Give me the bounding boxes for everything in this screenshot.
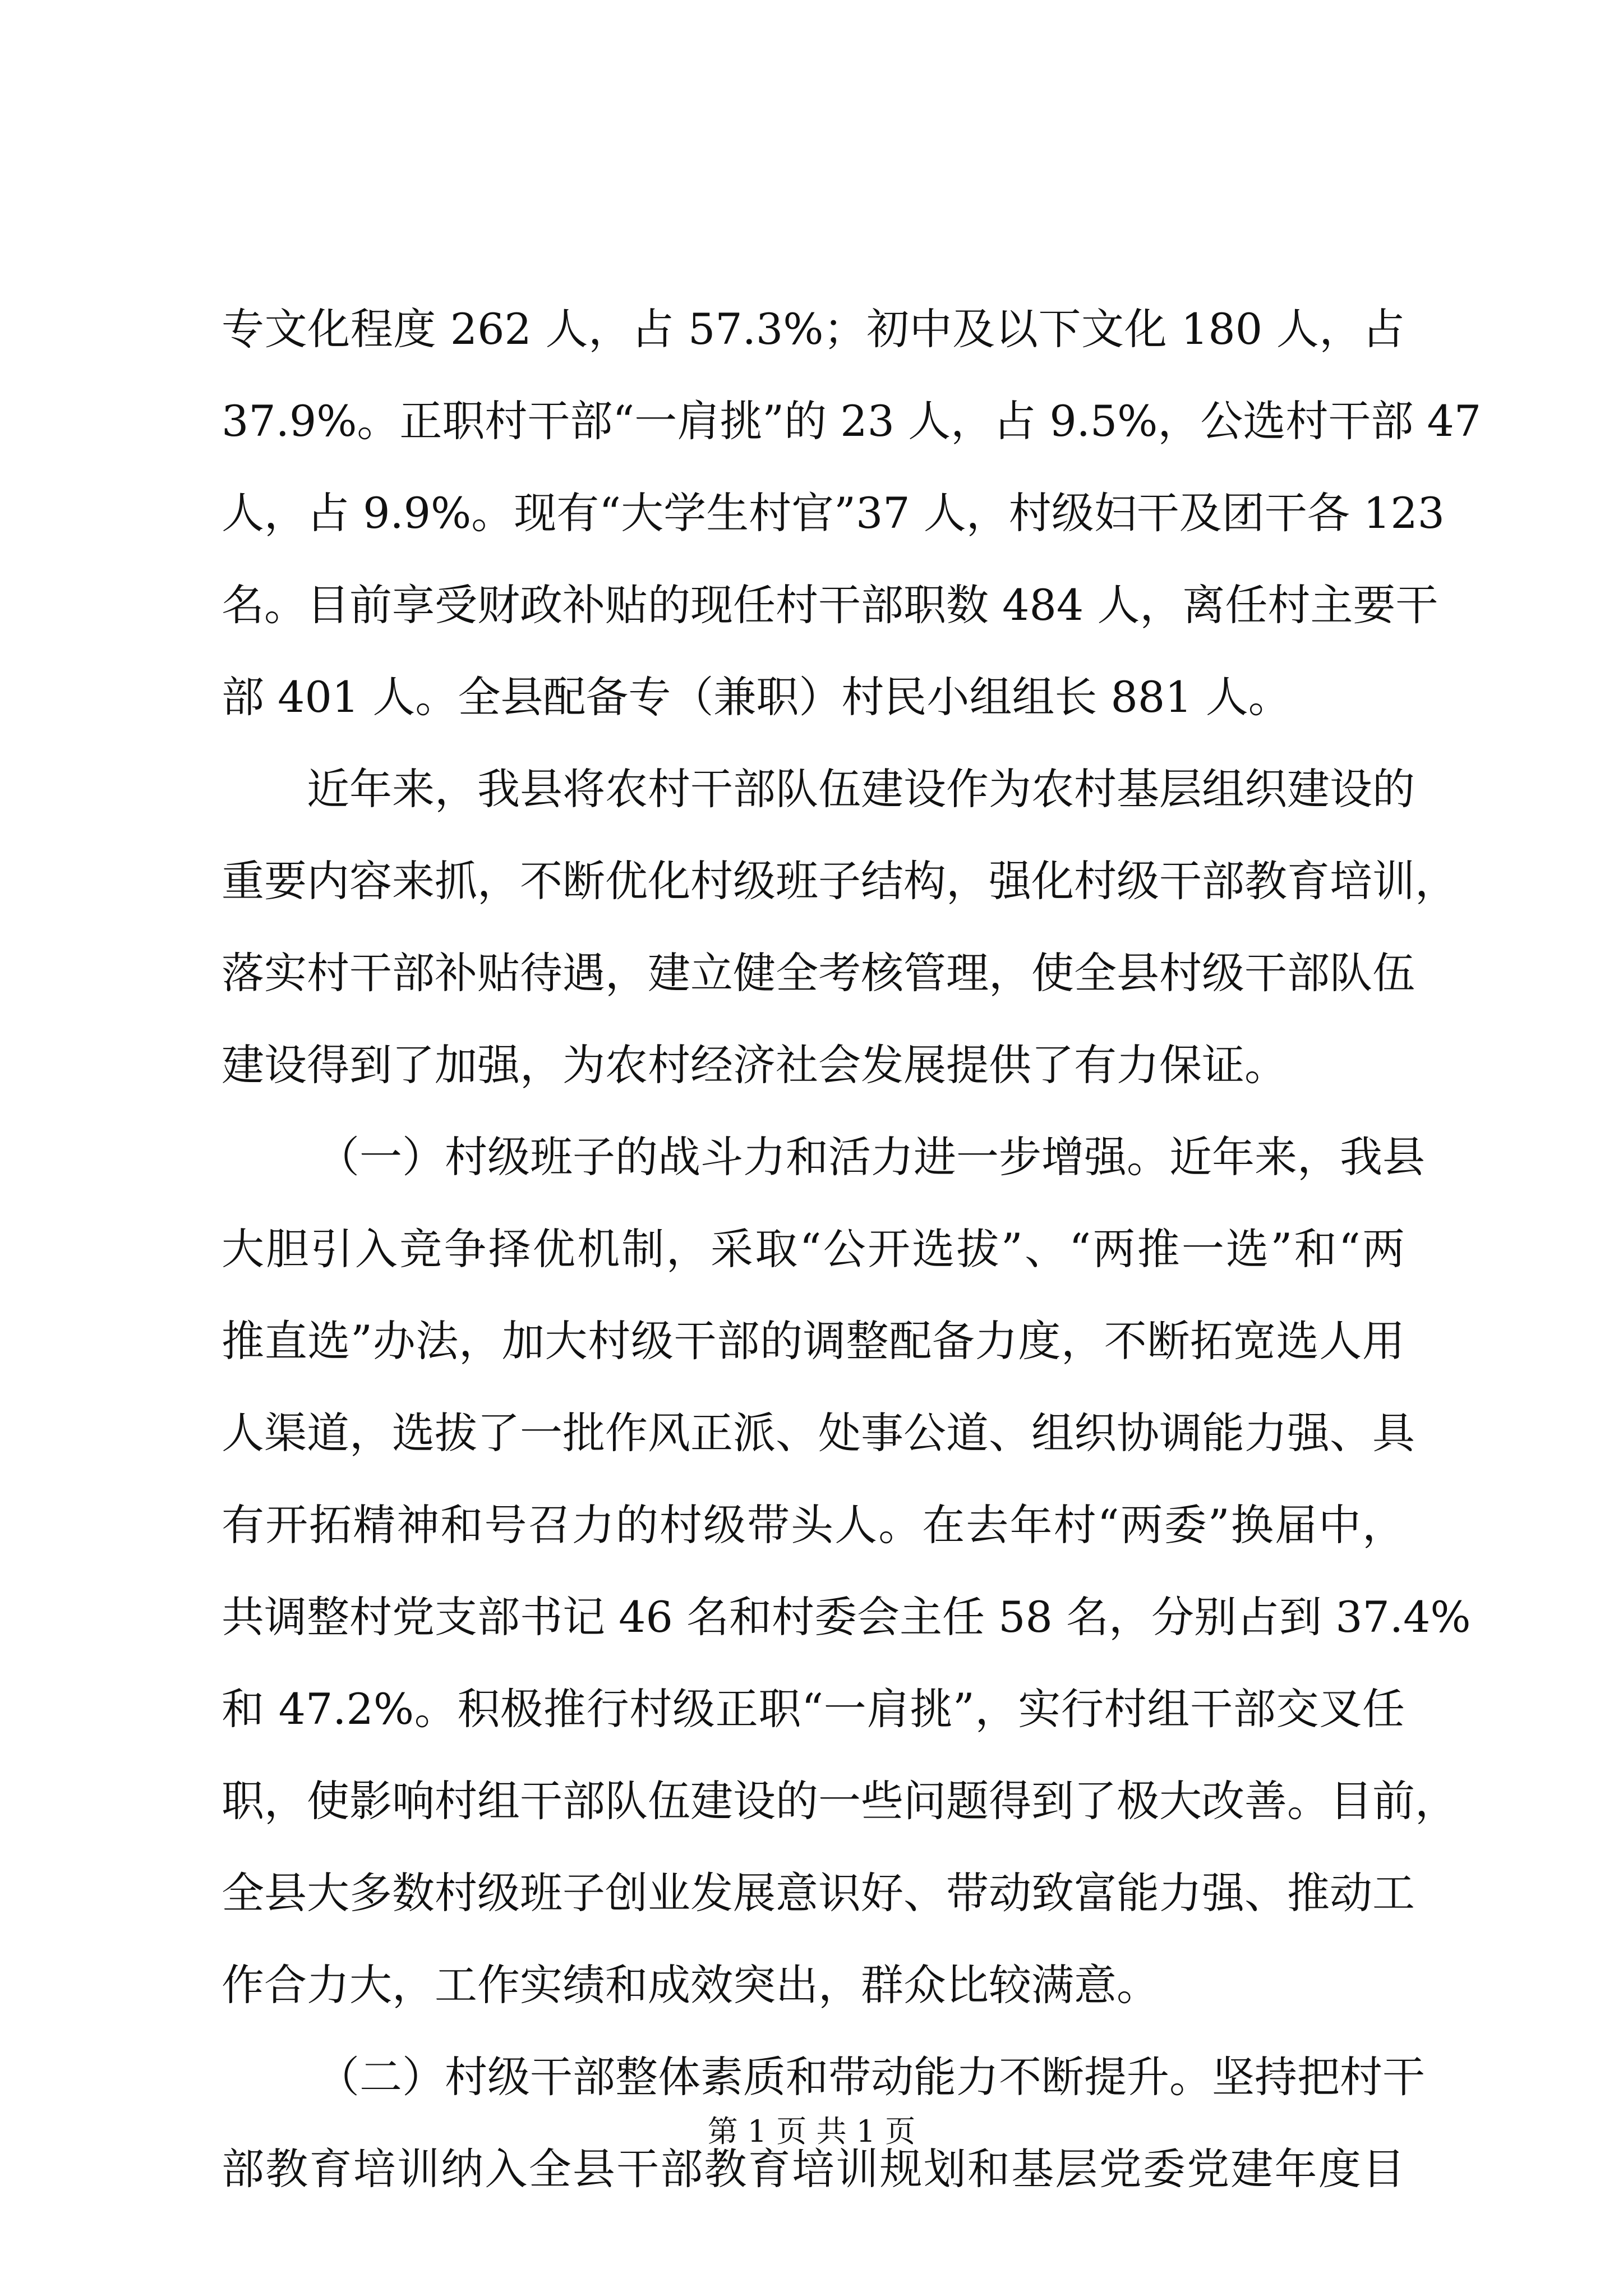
text-line: 建设得到了加强，为农村经济社会发展提供了有力保证。 <box>222 1040 1287 1090</box>
text-line: 全县大多数村级班子创业发展意识好、带动致富能力强、推动工 <box>222 1868 1415 1918</box>
text-line: 37.9%。正职村干部“一肩挑”的 23 人，占 9.5%，公选村干部 47 <box>222 396 1482 446</box>
text-line: 人，占 9.9%。现有“大学生村官”37 人，村级妇干及团干各 123 <box>222 488 1445 538</box>
text-line: 推直选”办法，加大村级干部的调整配备力度，不断拓宽选人用 <box>222 1316 1405 1366</box>
section-heading-line: （二）村级干部整体素质和带动能力不断提升。坚持把村干 <box>317 2052 1425 2102</box>
page-footer: 第 1 页 共 1 页 <box>707 2114 916 2149</box>
text-line: 部教育培训纳入全县干部教育培训规划和基层党委党建年度目 <box>222 2144 1405 2194</box>
text-line: 有开拓精神和号召力的村级带头人。在去年村“两委”换届中， <box>222 1500 1405 1550</box>
text-line: 作合力大，工作实绩和成效突出，群众比较满意。 <box>222 1960 1159 2010</box>
text-line: 近年来，我县将农村干部队伍建设作为农村基层组织建设的 <box>307 764 1415 814</box>
text-line: 大胆引入竞争择优机制，采取“公开选拔”、“两推一选”和“两 <box>222 1224 1405 1274</box>
text-line: 人渠道，选拔了一批作风正派、处事公道、组织协调能力强、具 <box>222 1408 1415 1458</box>
text-line: 重要内容来抓，不断优化村级班子结构，强化村级干部教育培训， <box>222 856 1458 906</box>
text-line: 专文化程度 262 人，占 57.3%；初中及以下文化 180 人，占 <box>222 304 1405 354</box>
text-line: 职，使影响村组干部队伍建设的一些问题得到了极大改善。目前， <box>222 1776 1458 1826</box>
text-line: 部 401 人。全县配备专（兼职）村民小组组长 881 人。 <box>222 672 1291 722</box>
document-body <box>222 283 1482 2215</box>
section-heading-line: （一）村级班子的战斗力和活力进一步增强。近年来，我县 <box>317 1132 1425 1182</box>
text-line: 共调整村党支部书记 46 名和村委会主任 58 名，分别占到 37.4% <box>222 1592 1471 1642</box>
text-line: 名。目前享受财政补贴的现任村干部职数 484 人，离任村主要干 <box>222 580 1438 630</box>
text-line: 和 47.2%。积极推行村级正职“一肩挑”，实行村组干部交叉任 <box>222 1684 1405 1734</box>
text-line: 落实村干部补贴待遇，建立健全考核管理，使全县村级干部队伍 <box>222 948 1415 998</box>
